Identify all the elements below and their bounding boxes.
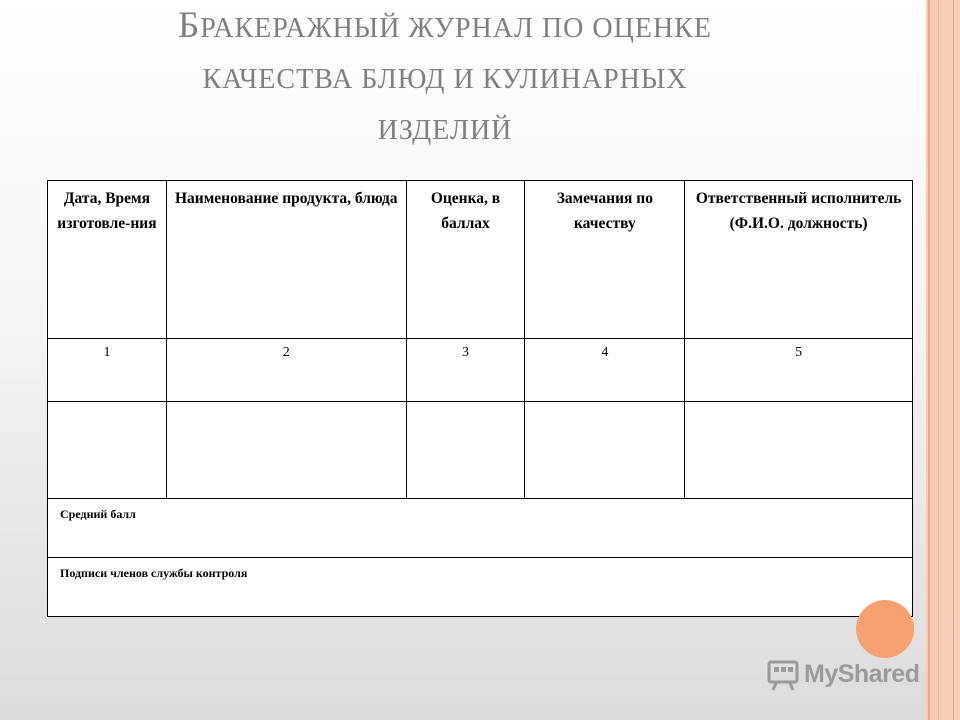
- watermark-logo: [766, 656, 919, 692]
- table-header-row: [48, 181, 913, 339]
- empty-cell: [685, 402, 913, 499]
- header-responsible-person: Ответственный исполнитель (Ф.И.О. должность): [685, 181, 913, 339]
- average-score-label: Средний балл: [48, 499, 913, 558]
- header-product-name: Наименование продукта, блюда: [166, 181, 406, 339]
- column-number-row: [48, 339, 913, 402]
- column-number: 2: [166, 339, 406, 402]
- header-date-time: Дата, Время изготовле-ния: [48, 181, 167, 339]
- title-line-3: ИЗДЕЛИЙ: [377, 115, 513, 146]
- slide-title: [60, 0, 830, 156]
- title-line-1: РАКЕРАЖНЫЙ ЖУРНАЛ ПО ОЦЕНКЕ: [200, 13, 712, 44]
- decorative-edge-stripe: [926, 0, 960, 720]
- column-number: 1: [48, 339, 167, 402]
- column-number: 4: [525, 339, 685, 402]
- inspection-journal-table: [47, 180, 913, 617]
- decorative-circle: [856, 600, 914, 658]
- column-number: 3: [406, 339, 525, 402]
- signatures-row: [48, 558, 913, 617]
- empty-cell: [406, 402, 525, 499]
- header-quality-remarks: Замечания по качеству: [525, 181, 685, 339]
- average-score-row: [48, 499, 913, 558]
- table-row: [48, 402, 913, 499]
- title-initial-letter: Б: [178, 5, 201, 46]
- header-score: Оценка, в баллах: [406, 181, 525, 339]
- signatures-label: Подписи членов службы контроля: [48, 558, 913, 617]
- title-line-2: КАЧЕСТВА БЛЮД И КУЛИНАРНЫХ: [202, 64, 688, 95]
- empty-cell: [48, 402, 167, 499]
- watermark-text: MyShared: [804, 659, 920, 688]
- column-number: 5: [685, 339, 913, 402]
- presentation-board-icon: [766, 657, 800, 691]
- empty-cell: [525, 402, 685, 499]
- empty-cell: [166, 402, 406, 499]
